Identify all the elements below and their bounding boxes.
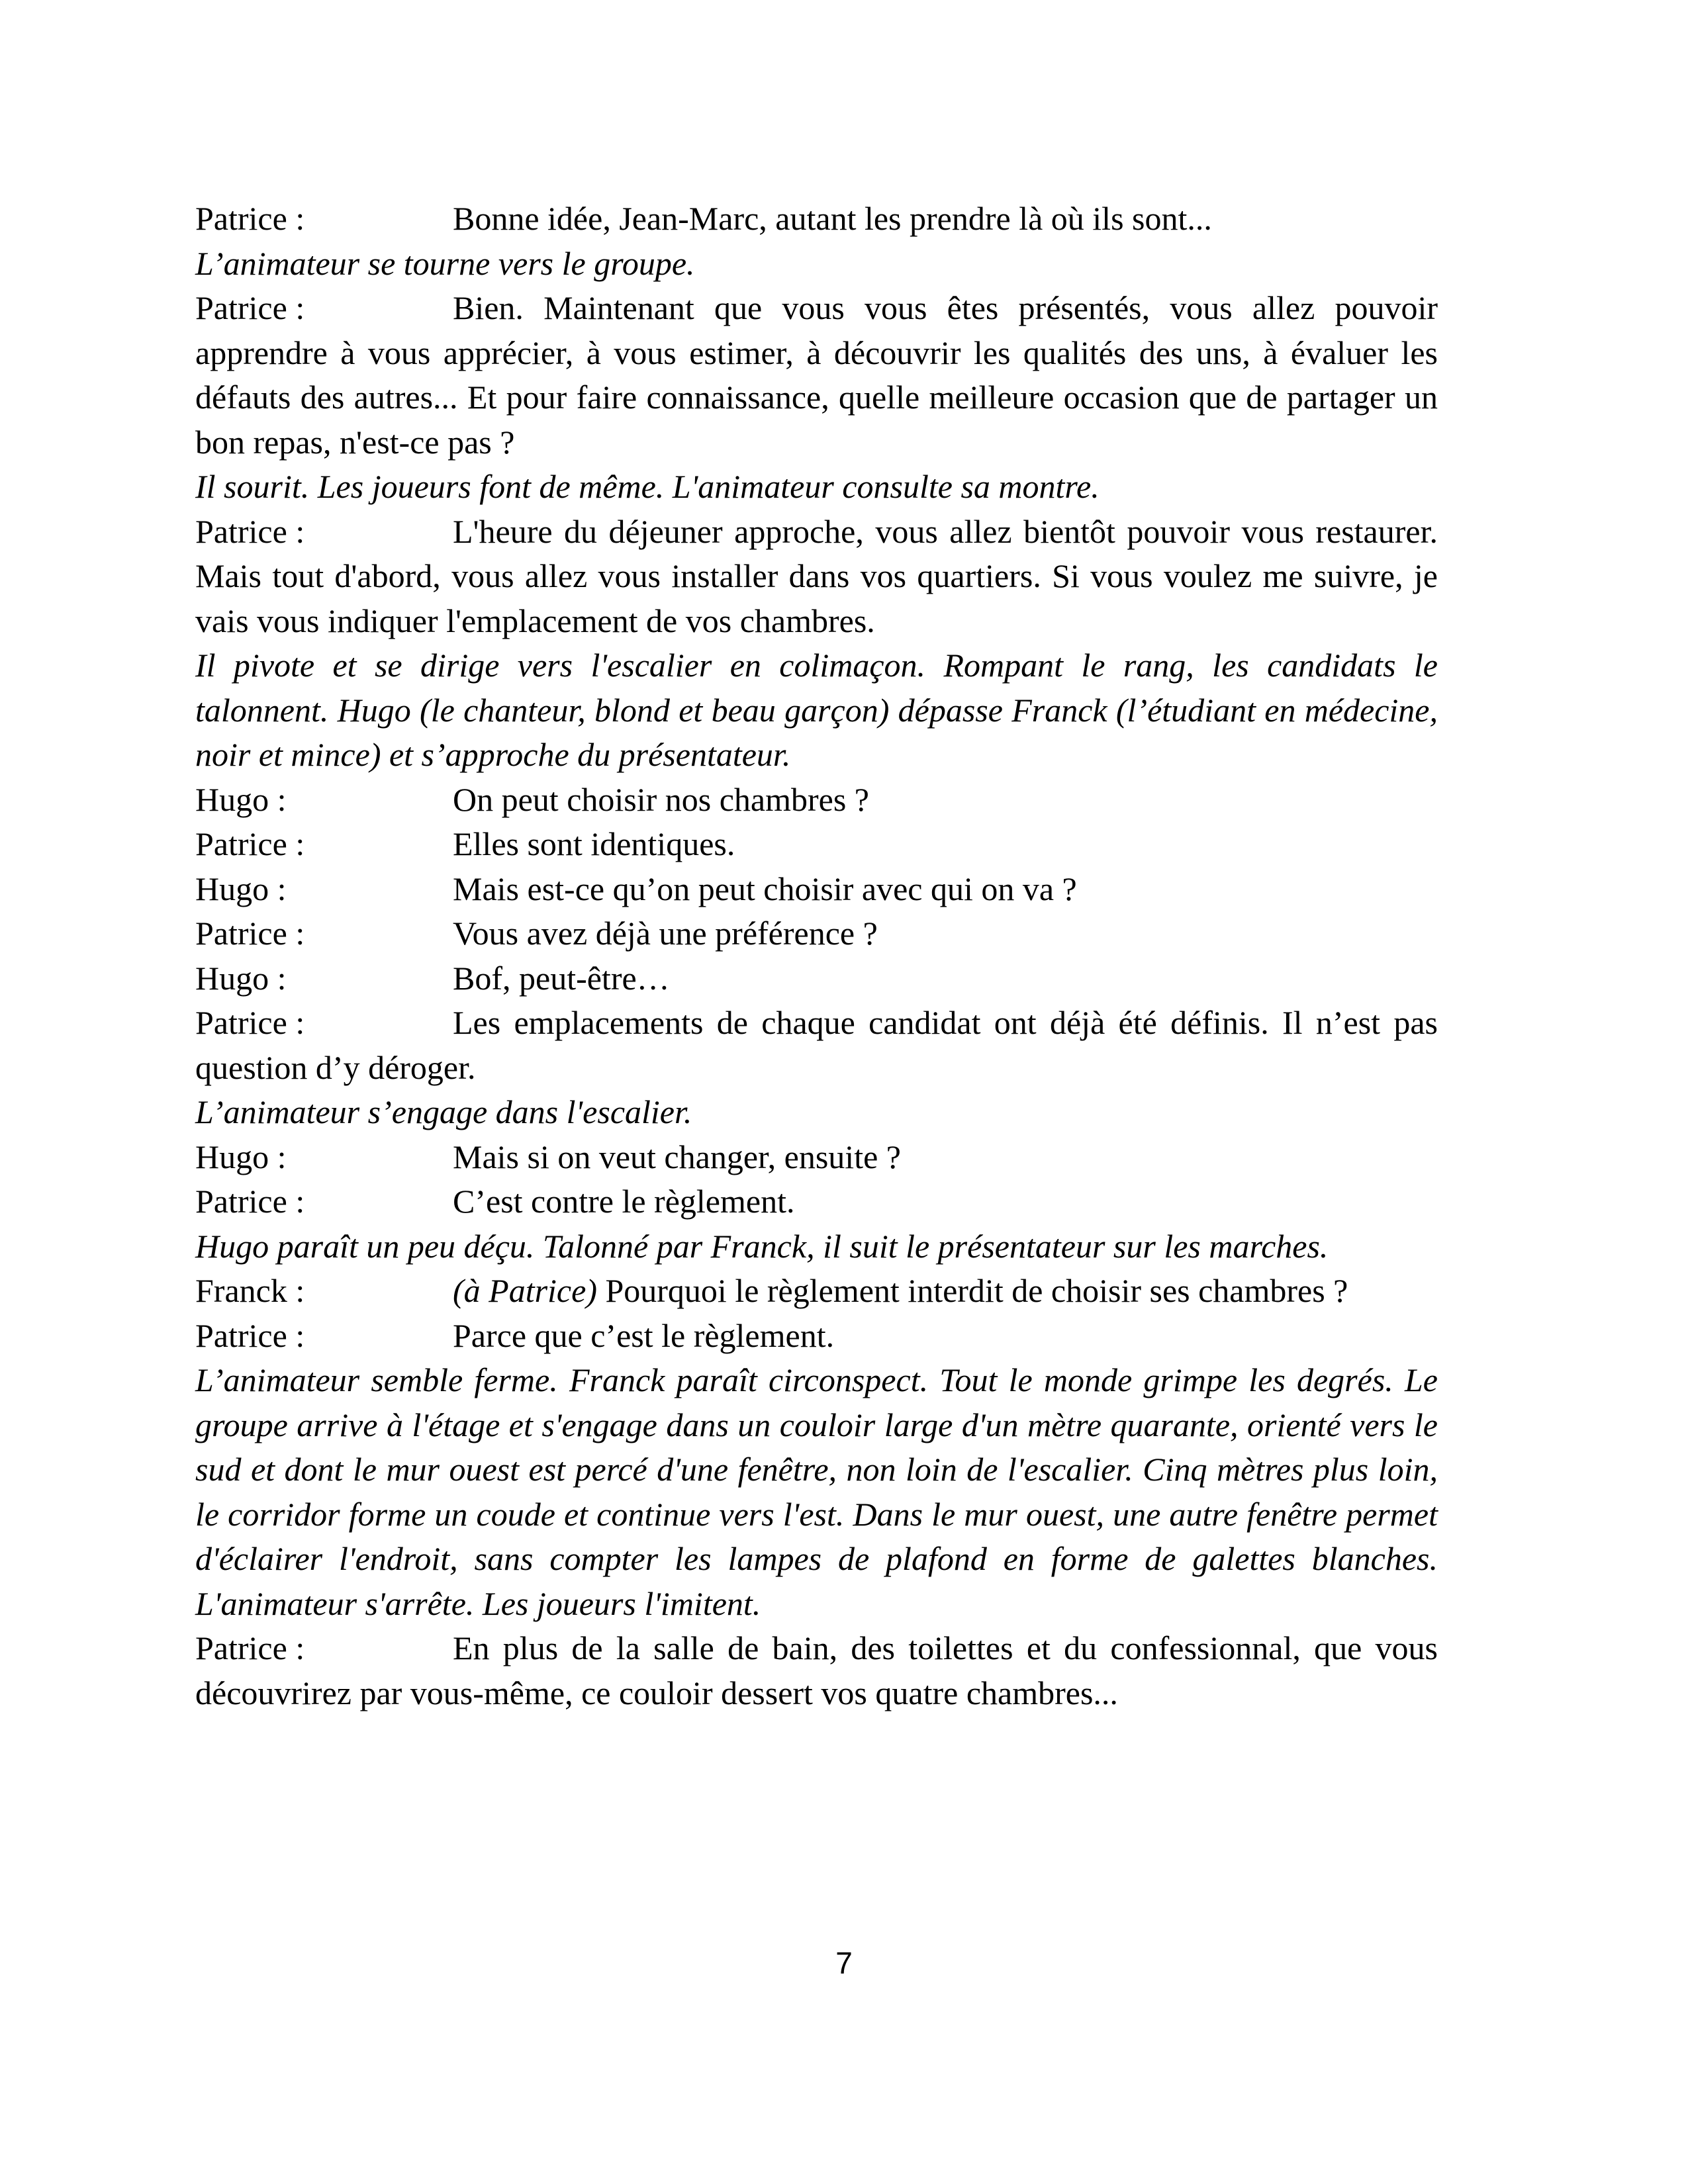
speaker-label: Patrice :	[195, 1183, 305, 1220]
speaker-label: Hugo :	[195, 959, 287, 997]
script-paragraph-dialogue	[195, 778, 1438, 823]
script-paragraph-dialogue	[195, 911, 1438, 956]
script-paragraph-direction: L’animateur s’engage dans l'escalier.	[195, 1093, 692, 1130]
speech-text: Elles sont identiques.	[453, 825, 735, 862]
aside-direction: (à Patrice)	[453, 1272, 597, 1309]
script-body	[195, 197, 1438, 1715]
script-paragraph-dialogue	[195, 510, 1438, 644]
script-paragraph-dialogue	[195, 1269, 1438, 1314]
script-paragraph-dialogue	[195, 1314, 1438, 1359]
script-paragraph-dialogue	[195, 1001, 1438, 1090]
speech-text: Bien. Maintenant que vous vous êtes présentés, vous allez pouvoir apprendre à vous apprécier, à vous estimer, à découvrir les qualités des uns, à évaluer les défauts des autres... Et pour faire connaissance, quelle meilleure occasion que de partager un bon repas, n'est-ce pas ?	[195, 289, 1438, 461]
page-number: 7	[835, 1946, 853, 1980]
speaker-label: Franck :	[195, 1272, 305, 1309]
speaker-label: Hugo :	[195, 870, 287, 907]
speech-text: On peut choisir nos chambres ?	[453, 780, 870, 818]
speaker-label: Patrice :	[195, 1004, 305, 1041]
speech-text: L'heure du déjeuner approche, vous allez bientôt pouvoir vous restaurer. Mais tout d'abord, vous allez vous installer dans vos quartiers. Si vous voulez me suivre, je vais vous indiquer l'emplacement de vos chambres.	[195, 512, 1438, 639]
script-paragraph-direction: L’animateur semble ferme. Franck paraît circonspect. Tout le monde grimpe les degrés. Le groupe arrive à l'étage et s'engage dans un couloir large d'un mètre quarante, orienté vers le sud et dont le mur ouest est percé d'une fenêtre, non loin de l'escalier. Cinq mètres plus loin, le corridor forme un coude et continue vers l'est. Dans le mur ouest, une autre fenêtre permet d'éclairer l'endroit, sans compter les lampes de plafond en forme de galettes blanches. L'animateur s'arrête. Les joueurs l'imitent.	[195, 1361, 1438, 1622]
speech-text: Vous avez déjà une préférence ?	[453, 915, 878, 952]
speech-text: Parce que c’est le règlement.	[453, 1316, 835, 1354]
speech-text: En plus de la salle de bain, des toilettes et du confessionnal, que vous découvrirez par vous-même, ce couloir dessert vos quatre chambres...	[195, 1629, 1438, 1711]
speech-text: Les emplacements de chaque candidat ont déjà été définis. Il n’est pas question d’y déroger.	[195, 1004, 1438, 1086]
script-paragraph-direction: Il sourit. Les joueurs font de même. L'animateur consulte sa montre.	[195, 468, 1100, 505]
script-paragraph-dialogue	[195, 286, 1438, 465]
script-paragraph-dialogue	[195, 956, 1438, 1001]
script-paragraph-dialogue	[195, 1626, 1438, 1715]
script-paragraph-dialogue	[195, 1179, 1438, 1224]
speaker-label: Hugo :	[195, 780, 287, 818]
speaker-label: Patrice :	[195, 1629, 305, 1666]
script-paragraph-dialogue	[195, 1135, 1438, 1180]
speaker-label: Hugo :	[195, 1138, 287, 1175]
script-paragraph-dialogue	[195, 822, 1438, 867]
speaker-label: Patrice :	[195, 200, 305, 237]
speech-text: C’est contre le règlement.	[453, 1183, 795, 1220]
speaker-label: Patrice :	[195, 289, 305, 326]
speech-text: Bof, peut-être…	[453, 959, 670, 997]
speaker-label: Patrice :	[195, 915, 305, 952]
speaker-label: Patrice :	[195, 825, 305, 862]
script-paragraph-dialogue	[195, 867, 1438, 912]
script-paragraph-direction: Hugo paraît un peu déçu. Talonné par Franck, il suit le présentateur sur les marches.	[195, 1227, 1329, 1265]
speaker-label: Patrice :	[195, 512, 305, 550]
speech-text: (à Patrice) Pourquoi le règlement interdit de choisir ses chambres ?	[453, 1272, 1348, 1309]
script-paragraph-direction: L’animateur se tourne vers le groupe.	[195, 244, 695, 282]
speaker-label: Patrice :	[195, 1316, 305, 1354]
speech-text: Bonne idée, Jean-Marc, autant les prendre là où ils sont...	[453, 200, 1212, 237]
speech-text: Mais si on veut changer, ensuite ?	[453, 1138, 901, 1175]
speech-text: Mais est-ce qu’on peut choisir avec qui on va ?	[453, 870, 1077, 907]
script-paragraph-dialogue	[195, 197, 1438, 242]
script-paragraph-direction: Il pivote et se dirige vers l'escalier en colimaçon. Rompant le rang, les candidats le talonnent. Hugo (le chanteur, blond et beau garçon) dépasse Franck (l’étudiant en médecine, noir et mince) et s’approche du présentateur.	[195, 647, 1438, 773]
